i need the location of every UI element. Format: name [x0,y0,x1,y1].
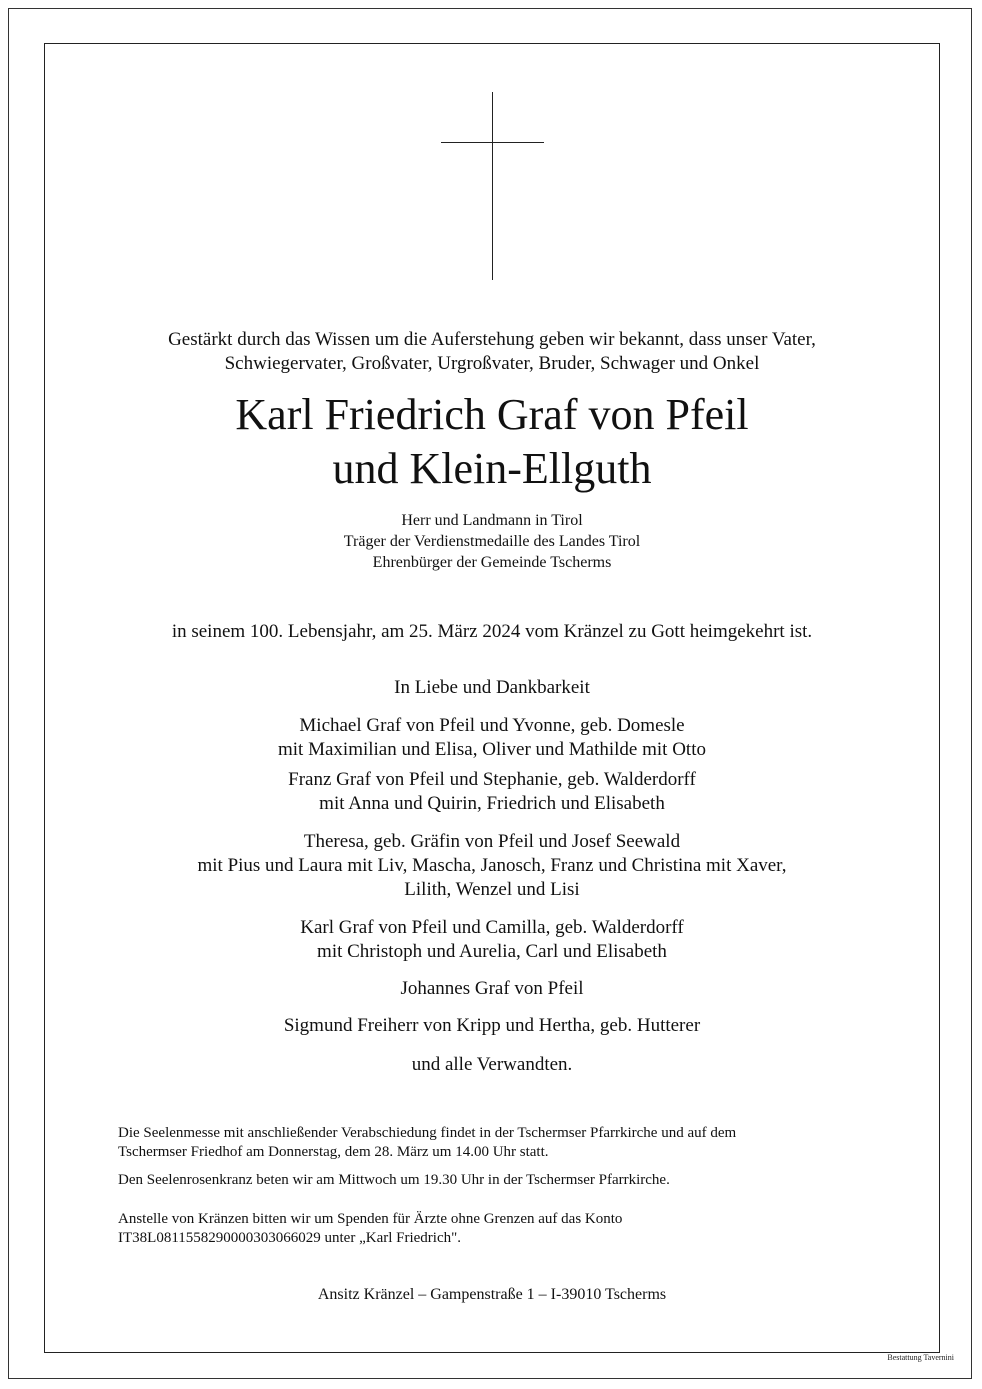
family-line: Lilith, Wenzel und Lisi [404,879,580,900]
family-group-theresa [44,830,940,902]
cross-icon-vertical [492,92,493,280]
intro-text [44,328,940,376]
family-group-sigmund [44,1014,940,1038]
title-line: Herr und Landmann in Tirol [401,512,583,529]
family-line: mit Anna und Quirin, Friedrich und Elisabeth [319,793,665,814]
deceased-name [44,388,940,496]
family-line: Michael Graf von Pfeil und Yvonne, geb. Domesle [299,715,685,736]
title-line: Träger der Verdienstmedaille des Landes Tirol [343,533,641,550]
deceased-name-line-2: und Klein-Ellguth [332,444,652,493]
family-group-franz [44,768,940,816]
mourners-heading: In Liebe und Dankbarkeit [394,677,590,698]
family-line: Theresa, geb. Gräfin von Pfeil und Josef Seewald [303,831,681,852]
funeral-home-credit: Bestattung Tavernini [887,1353,954,1362]
title-line: Ehrenbürger der Gemeinde Tscherms [372,554,612,571]
family-group-michael [44,714,940,762]
family-line: Johannes Graf von Pfeil [400,978,584,999]
service-rosary-info: Den Seelenrosenkranz beten wir am Mittwoch um 19.30 Uhr in der Tschermser Pfarrkirche. [118,1172,670,1188]
intro-line-2: Schwiegervater, Großvater, Urgroßvater, Bruder, Schwager und Onkel [224,353,760,374]
service-mass-line-1: Die Seelenmesse mit anschließender Verabschiedung findet in der Tschermser Pfarrkirche und auf dem [118,1125,737,1141]
family-line: Franz Graf von Pfeil und Stephanie, geb. Walderdorff [288,769,696,790]
family-line: mit Christoph und Aurelia, Carl und Elisabeth [317,941,667,962]
donation-line-2: IT38L0811558290000303066029 unter „Karl Friedrich". [118,1230,462,1246]
service-mass-line-2: Tschermser Friedhof am Donnerstag, dem 28. März um 14.00 Uhr statt. [118,1144,549,1160]
deceased-name-line-1: Karl Friedrich Graf von Pfeil [235,390,749,439]
cross-icon-horizontal [441,142,544,143]
family-group-johannes [44,977,940,1001]
family-line: Karl Graf von Pfeil und Camilla, geb. Walderdorff [300,917,684,938]
honorary-titles [44,510,940,573]
donation-line-1: Anstelle von Kränzen bitten wir um Spenden für Ärzte ohne Grenzen auf das Konto [118,1211,623,1227]
family-address: Ansitz Kränzel – Gampenstraße 1 – I-39010 Tscherms [317,1286,667,1303]
family-line: mit Maximilian und Elisa, Oliver und Mathilde mit Otto [278,739,706,760]
family-line: mit Pius und Laura mit Liv, Mascha, Janosch, Franz und Christina mit Xaver, [197,855,787,876]
death-notice: in seinem 100. Lebensjahr, am 25. März 2024 vom Kränzel zu Gott heimgekehrt ist. [171,621,813,642]
mourners-closing: und alle Verwandten. [411,1054,573,1075]
family-line: Sigmund Freiherr von Kripp und Hertha, geb. Hutterer [283,1015,701,1036]
service-mass-info [118,1124,867,1162]
intro-line-1: Gestärkt durch das Wissen um die Auferstehung geben wir bekannt, dass unser Vater, [168,329,816,350]
family-group-karl [44,916,940,964]
donation-info [118,1210,867,1248]
